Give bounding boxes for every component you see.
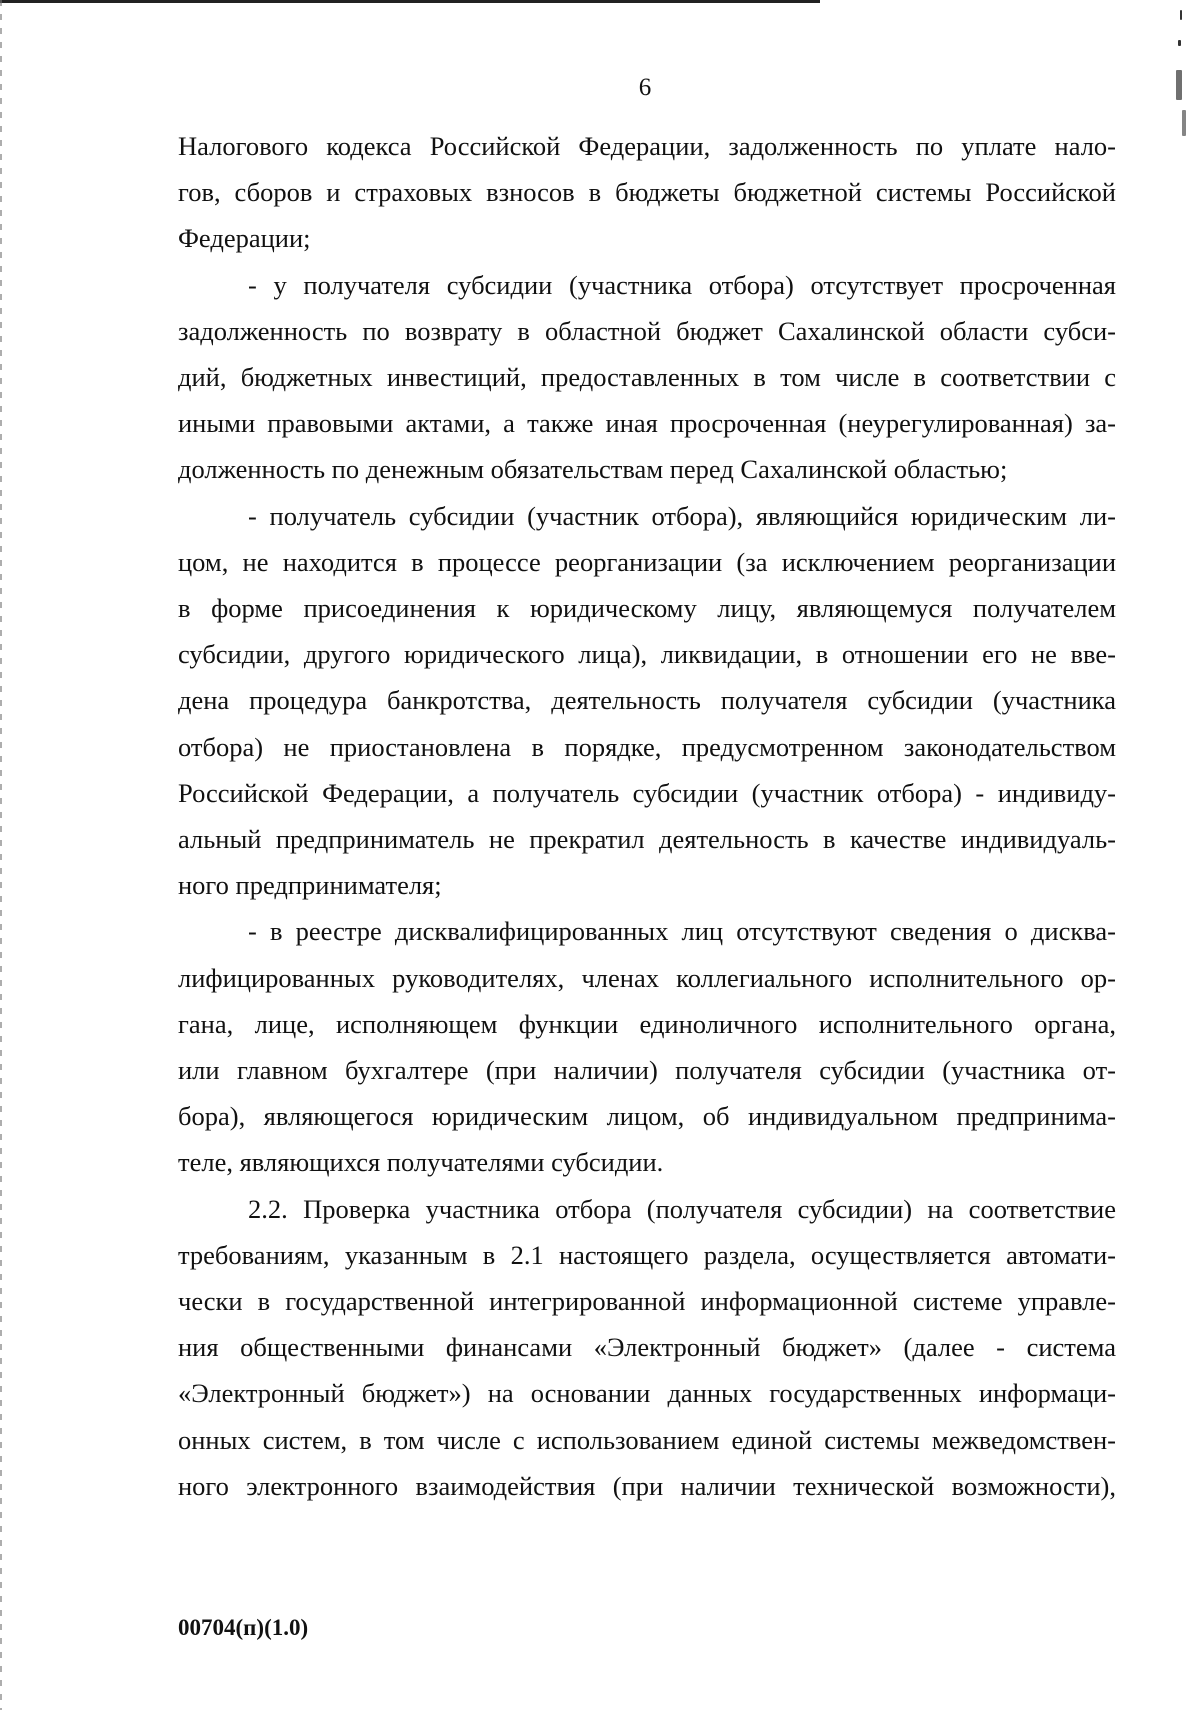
page-number: 6 (638, 74, 652, 101)
text-line: ного предпринимателя; (178, 870, 442, 901)
text-line: дий, бюджетных инвестиций, предоставленных в том числе в соответствии с (178, 362, 1116, 393)
text-line: Налогового кодекса Российской Федерации, задолженность по уплате нало- (178, 131, 1116, 161)
text-line: гов, сборов и страховых взносов в бюджеты бюджетной системы Российской (178, 177, 1116, 208)
text-line: иными правовыми актами, а также иная просроченная (неурегулированная) за- (178, 408, 1116, 439)
text-line: теле, являющихся получателями субсидии. (178, 1147, 664, 1178)
text-line: гана, лице, исполняющем функции единоличного исполнительного органа, (178, 1008, 1116, 1039)
text-line: альный предприниматель не прекратил деятельность в качестве индивидуаль- (178, 824, 1116, 855)
document-code: 00704(п)(1.0) (178, 1615, 309, 1640)
text-line: чески в государственной интегрированной информационной системе управле- (178, 1286, 1116, 1317)
text-line: дена процедура банкротства, деятельность получателя субсидии (участника (178, 685, 1116, 716)
text-line: задолженность по возврату в областной бюджет Сахалинской области субси- (178, 315, 1116, 346)
scan-top-border (0, 0, 820, 3)
text-line: или главном бухгалтере (при наличии) получателя субсидии (участника от- (178, 1055, 1116, 1086)
text-line: цом, не находится в процессе реорганизации (за исключением реорганизации (178, 546, 1116, 577)
text-line: субсидии, другого юридического лица), ликвидации, в отношении его не вве- (178, 639, 1116, 670)
text-line: Российской Федерации, а получатель субсидии (участник отбора) - индивиду- (178, 777, 1116, 808)
text-line: отбора) не приостановлена в порядке, предусмотренном законодательством (178, 731, 1116, 762)
text-line: ного электронного взаимодействия (при наличии технической возможности), (178, 1470, 1116, 1501)
text-line: - получатель субсидии (участник отбора), являющийся юридическим ли- (248, 500, 1116, 531)
text-line: - в реестре дисквалифицированных лиц отсутствуют сведения о дисква- (248, 916, 1116, 947)
text-line: лифицированных руководителях, членах коллегиального исполнительного ор- (178, 962, 1116, 993)
paragraph-tax-debt (178, 123, 1116, 262)
text-line: требованиям, указанным в 2.1 настоящего раздела, осуществляется автомати- (178, 1239, 1116, 1270)
text-line: Федерации; (178, 223, 311, 254)
text-line: онных систем, в том числе с использованием единой системы межведомствен- (178, 1424, 1116, 1455)
text-line: 2.2. Проверка участника отбора (получателя субсидии) на соответствие (248, 1193, 1116, 1224)
text-line: - у получателя субсидии (участника отбора) отсутствует просроченная (248, 269, 1116, 300)
paragraph-reorganization (178, 493, 1116, 909)
text-line: в форме присоединения к юридическому лицу, являющемуся получателем (178, 593, 1116, 624)
scan-left-edge (0, 0, 2, 1710)
text-line: долженность по денежным обязательствам перед Сахалинской областью; (178, 454, 1008, 485)
text-line: бора), являющегося юридическим лицом, об индивидуальном предпринима- (178, 1101, 1116, 1132)
text-line: ния общественными финансами «Электронный бюджет» (далее - система (178, 1332, 1116, 1363)
paragraph-section-2-2 (178, 1186, 1116, 1509)
paragraph-disqualified-registry (178, 908, 1116, 1185)
text-line: «Электронный бюджет») на основании данных государственных информаци- (178, 1378, 1116, 1409)
document-body (178, 123, 1116, 1509)
paragraph-overdue-debt (178, 262, 1116, 493)
